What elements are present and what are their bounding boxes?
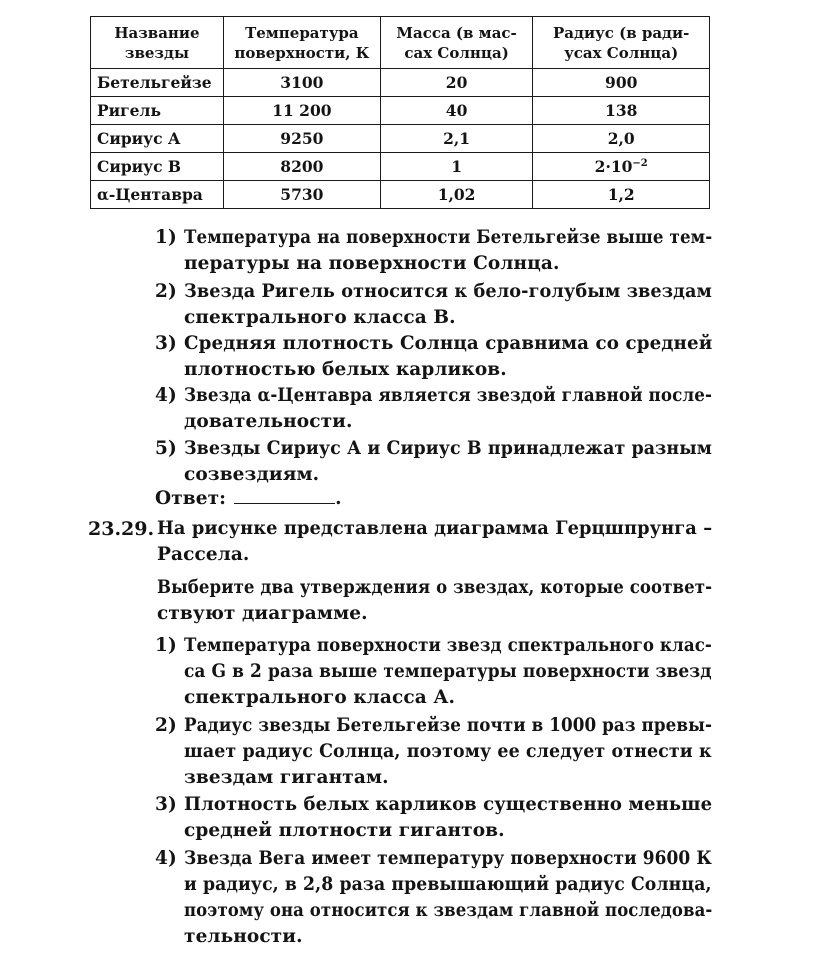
option-text-line: Радиус звезды Бетельгейзе почти в 1000 раз превы- <box>184 715 712 736</box>
header-mass: Масса (в мас- сах Солнца) <box>380 17 533 69</box>
option-text-line: поэтому она относится к звездам главной последова- <box>184 900 713 921</box>
option-text-line: са G в 2 раза выше температуры поверхности звезд <box>184 661 712 682</box>
table-cell: 11 200 <box>223 97 380 125</box>
task-intro-line: Рассела. <box>157 544 250 565</box>
answer-label: Ответ: <box>155 488 227 509</box>
task-number: 23.29. <box>88 518 155 540</box>
option-text-line: Звезда α-Центавра является звездой главной после- <box>184 385 713 406</box>
option-text-line: спектрального класса А. <box>184 687 456 708</box>
table-cell: Ригель <box>91 97 224 125</box>
table-cell: 2,0 <box>533 125 710 153</box>
option-number: 2) <box>155 715 177 736</box>
table-cell: 40 <box>380 97 533 125</box>
option-number: 5) <box>155 438 177 459</box>
answer-line: Ответ: . <box>155 488 342 509</box>
option-text-line: средней плотности гигантов. <box>184 820 505 841</box>
stars-table <box>90 16 710 209</box>
option-text-line: Температура поверхности звезд спектрального клас- <box>184 635 712 656</box>
option-text-line: плотностью белых карликов. <box>184 359 507 380</box>
task-question-line: Выберите два утверждения о звездах, которые соответ- <box>157 577 713 598</box>
table-row <box>91 125 710 153</box>
option-text-line: Звезда Ригель относится к бело-голубым звездам <box>184 281 712 302</box>
table-cell: 1,2 <box>533 181 710 209</box>
option-number: 2) <box>155 281 177 302</box>
header-radius: Радиус (в ради- усах Солнца) <box>533 17 710 69</box>
table-cell: 138 <box>533 97 710 125</box>
exponent: −2 <box>632 158 648 169</box>
option-text-line: Средняя плотность Солнца сравнима со средней <box>184 333 713 354</box>
option-number: 3) <box>155 794 177 815</box>
answer-blank[interactable] <box>234 489 335 504</box>
table-row <box>91 181 710 209</box>
table-cell: 3100 <box>223 69 380 97</box>
table-cell: Сириус А <box>91 125 224 153</box>
option-text-line: Звезда Вега имеет температуру поверхности 9600 К <box>184 848 712 869</box>
option-text-line: шает радиус Солнца, поэтому ее следует отнести к <box>184 741 712 762</box>
table-cell: Сириус В <box>91 153 224 181</box>
option-text-line: спектрального класса В. <box>184 307 456 328</box>
option-number: 3) <box>155 333 177 354</box>
table-cell: 8200 <box>223 153 380 181</box>
option-text-line: тельности. <box>184 926 303 947</box>
table-cell: 1,02 <box>380 181 533 209</box>
table-row <box>91 97 710 125</box>
header-star-name: Название звезды <box>91 17 224 69</box>
table-cell: α-Центавра <box>91 181 224 209</box>
header-temperature: Температура поверхности, К <box>223 17 380 69</box>
option-text-line: довательности. <box>184 411 353 432</box>
option-number: 1) <box>155 227 177 248</box>
option-text-line: Звезды Сириус А и Сириус В принадлежат разным <box>184 438 712 459</box>
table-cell: Бетельгейзе <box>91 69 224 97</box>
option-text-line: и радиус, в 2,8 раза превышающий радиус Солнца, <box>184 874 712 895</box>
option-text-line: Температура на поверхности Бетельгейзе выше тем- <box>184 227 713 248</box>
table-cell: 5730 <box>223 181 380 209</box>
option-text-line: пературы на поверхности Солнца. <box>184 253 560 274</box>
option-number: 4) <box>155 848 177 869</box>
table-header-row <box>91 17 710 69</box>
option-text-line: созвездиям. <box>184 464 320 485</box>
table-cell: 2,1 <box>380 125 533 153</box>
table-cell: 20 <box>380 69 533 97</box>
table-cell: 9250 <box>223 125 380 153</box>
option-number: 4) <box>155 385 177 406</box>
option-number: 1) <box>155 635 177 656</box>
table-row <box>91 69 710 97</box>
table-cell: 900 <box>533 69 710 97</box>
table-cell: 1 <box>380 153 533 181</box>
table-cell: $2\cdot 10^{-2}$ <box>533 153 710 181</box>
option-text-line: звездам гигантам. <box>184 767 389 788</box>
task-intro-line: На рисунке представлена диаграмма Герцшпрунга – <box>157 518 713 539</box>
table-row <box>91 153 710 181</box>
option-text-line: Плотность белых карликов существенно меньше <box>184 794 713 815</box>
task-question-line: ствуют диаграмме. <box>157 603 368 624</box>
